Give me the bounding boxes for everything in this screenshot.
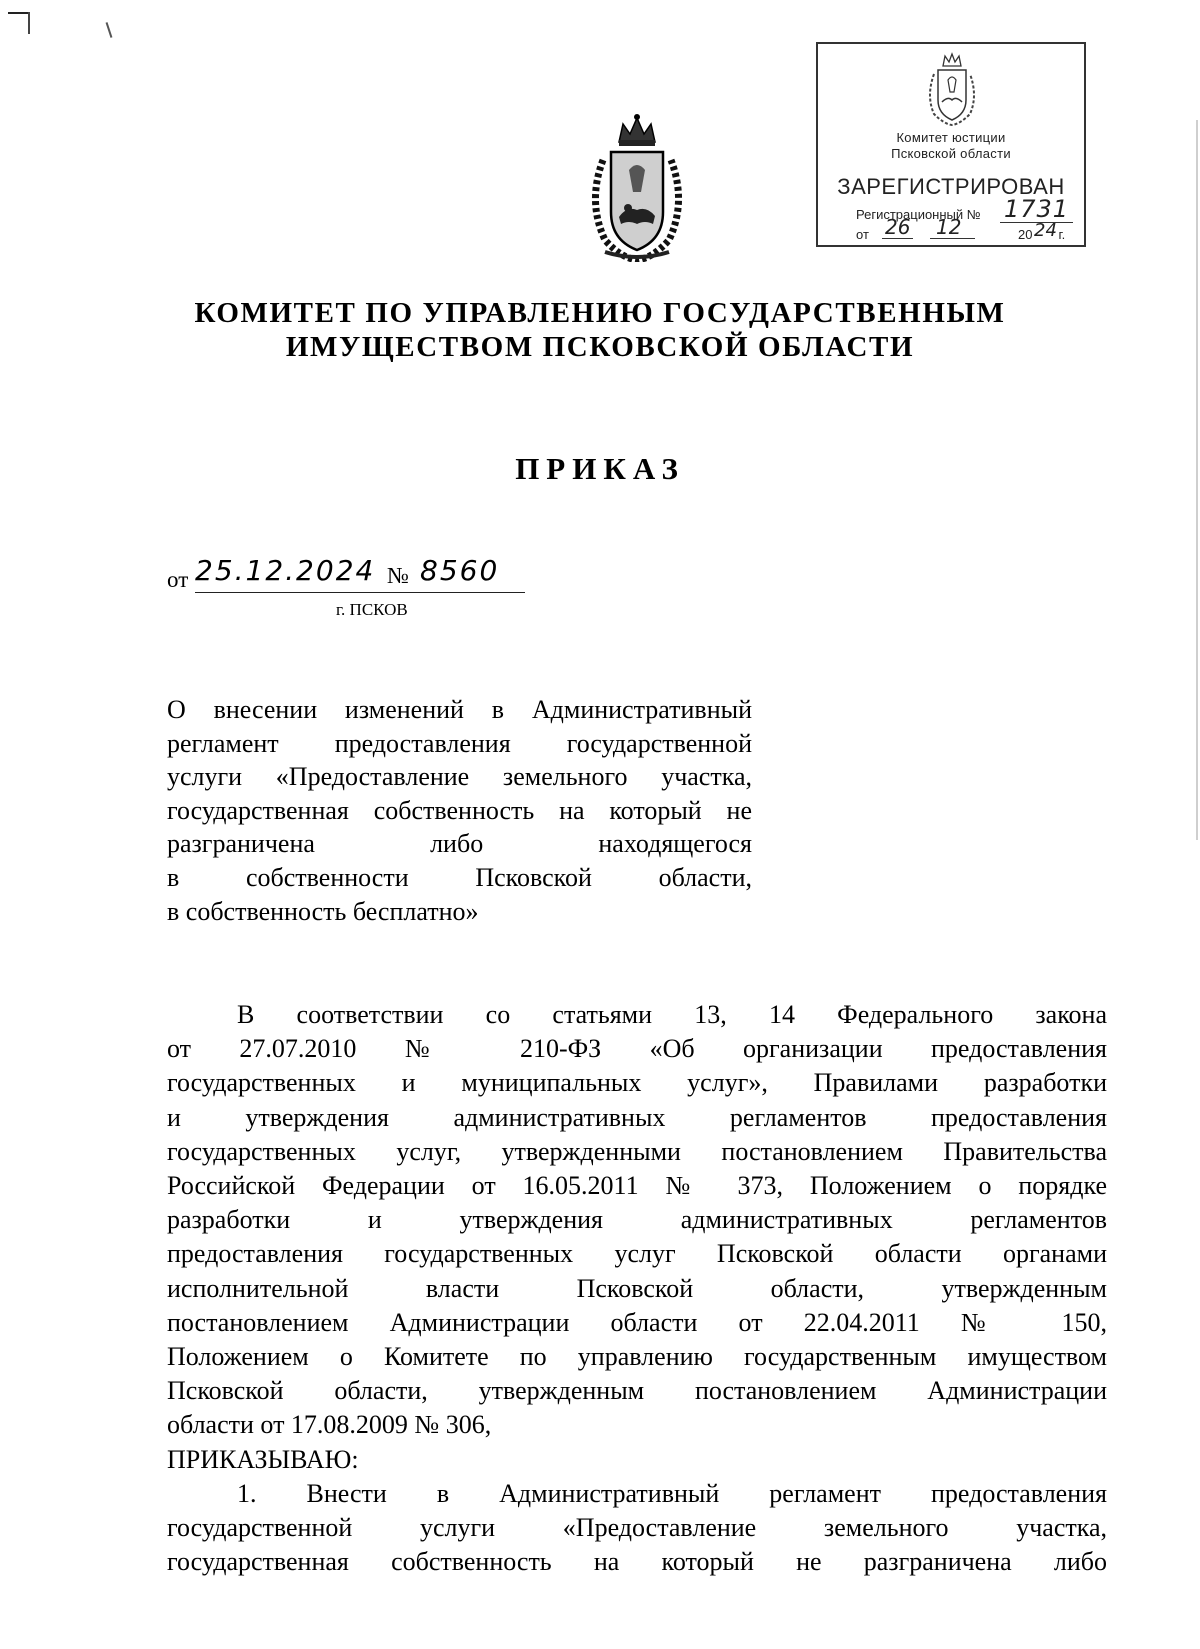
- organization-title-line2: ИМУЩЕСТВОМ ПСКОВСКОЙ ОБЛАСТИ: [285, 331, 915, 363]
- order-subject: [167, 693, 752, 928]
- body-line: Псковской области, утвержденным постановлением Администрации: [167, 1376, 1107, 1406]
- registration-stamp: [816, 42, 1086, 247]
- subject-line: государственная собственность на который не: [167, 795, 752, 825]
- body-line: и утверждения административных регламентов предоставления: [167, 1102, 1107, 1132]
- body-line: государственных услуг, утвержденными постановлением Правительства: [167, 1136, 1107, 1166]
- item-line: государственная собственность на который не разграничена либо: [167, 1547, 1107, 1577]
- body-line: предоставления государственных услуг Псковской области органами: [167, 1239, 1107, 1269]
- body-line: от 27.07.2010 № 210-ФЗ «Об организации предоставления: [167, 1034, 1107, 1064]
- order-city: г. ПСКОВ: [336, 600, 408, 619]
- scan-artifact: [8, 12, 30, 14]
- coat-of-arms-icon: [583, 112, 691, 262]
- item-line: 1. Внести в Административный регламент предоставления: [237, 1478, 1107, 1508]
- order-body: [167, 998, 1107, 1579]
- stamp-date-month: 12: [930, 216, 975, 239]
- stamp-emblem-icon: [924, 52, 980, 126]
- stamp-org-line2: Псковской области: [891, 146, 1011, 161]
- document-type: ПРИКАЗ: [515, 451, 685, 486]
- subject-line: О внесении изменений в Административный: [167, 695, 752, 724]
- stamp-year-suffix: г.: [1058, 227, 1066, 242]
- body-line: государственных и муниципальных услуг», Правилами разработки: [167, 1068, 1107, 1098]
- body-line: постановлением Администрации области от 22.04.2011 № 150,: [167, 1307, 1107, 1337]
- subject-line: в собственность бесплатно»: [167, 896, 479, 926]
- stamp-year-start: 20: [1018, 227, 1033, 242]
- stamp-org-line1: Комитет юстиции: [896, 130, 1006, 145]
- scan-artifact: [106, 22, 113, 38]
- scan-artifact: [28, 12, 30, 34]
- order-number-prefix: №: [387, 563, 409, 588]
- order-date-handwritten: 25.12.2024: [195, 554, 376, 587]
- body-line: области от 17.08.2009 № 306,: [167, 1410, 492, 1440]
- organization-title: [0, 296, 1200, 364]
- stamp-year-handwritten: 24: [1034, 220, 1057, 241]
- order-date-underline: [195, 592, 525, 593]
- subject-line: в собственности Псковской области,: [167, 862, 752, 892]
- order-word: ПРИКАЗЫВАЮ:: [167, 1444, 359, 1474]
- body-line: разработки и утверждения административных регламентов: [167, 1205, 1107, 1235]
- stamp-date-prefix: от: [856, 227, 869, 242]
- stamp-reg-number: 1731: [1000, 196, 1073, 223]
- stamp-date-day: 26: [882, 216, 913, 239]
- body-line: исполнительной власти Псковской области, утвержденным: [167, 1273, 1107, 1303]
- item-line: государственной услуги «Предоставление земельного участка,: [167, 1513, 1107, 1543]
- body-line: В соответствии со статьями 13, 14 Федерального закона: [237, 1000, 1107, 1029]
- subject-line: разграничена либо находящегося: [167, 829, 752, 859]
- stamp-reg-label: Регистрационный №: [856, 207, 981, 222]
- order-date-prefix: от: [167, 567, 189, 592]
- organization-title-line1: КОМИТЕТ ПО УПРАВЛЕНИЮ ГОСУДАРСТВЕННЫМ: [194, 297, 1006, 329]
- subject-line: услуги «Предоставление земельного участка,: [167, 762, 752, 792]
- body-line: Российской Федерации от 16.05.2011 № 373, Положением о порядке: [167, 1171, 1107, 1201]
- subject-line: регламент предоставления государственной: [167, 728, 752, 758]
- body-line: Положением о Комитете по управлению государственным имуществом: [167, 1342, 1107, 1372]
- order-number-handwritten: 8560: [420, 554, 500, 587]
- stamp-status: ЗАРЕГИСТРИРОВАН: [837, 174, 1065, 199]
